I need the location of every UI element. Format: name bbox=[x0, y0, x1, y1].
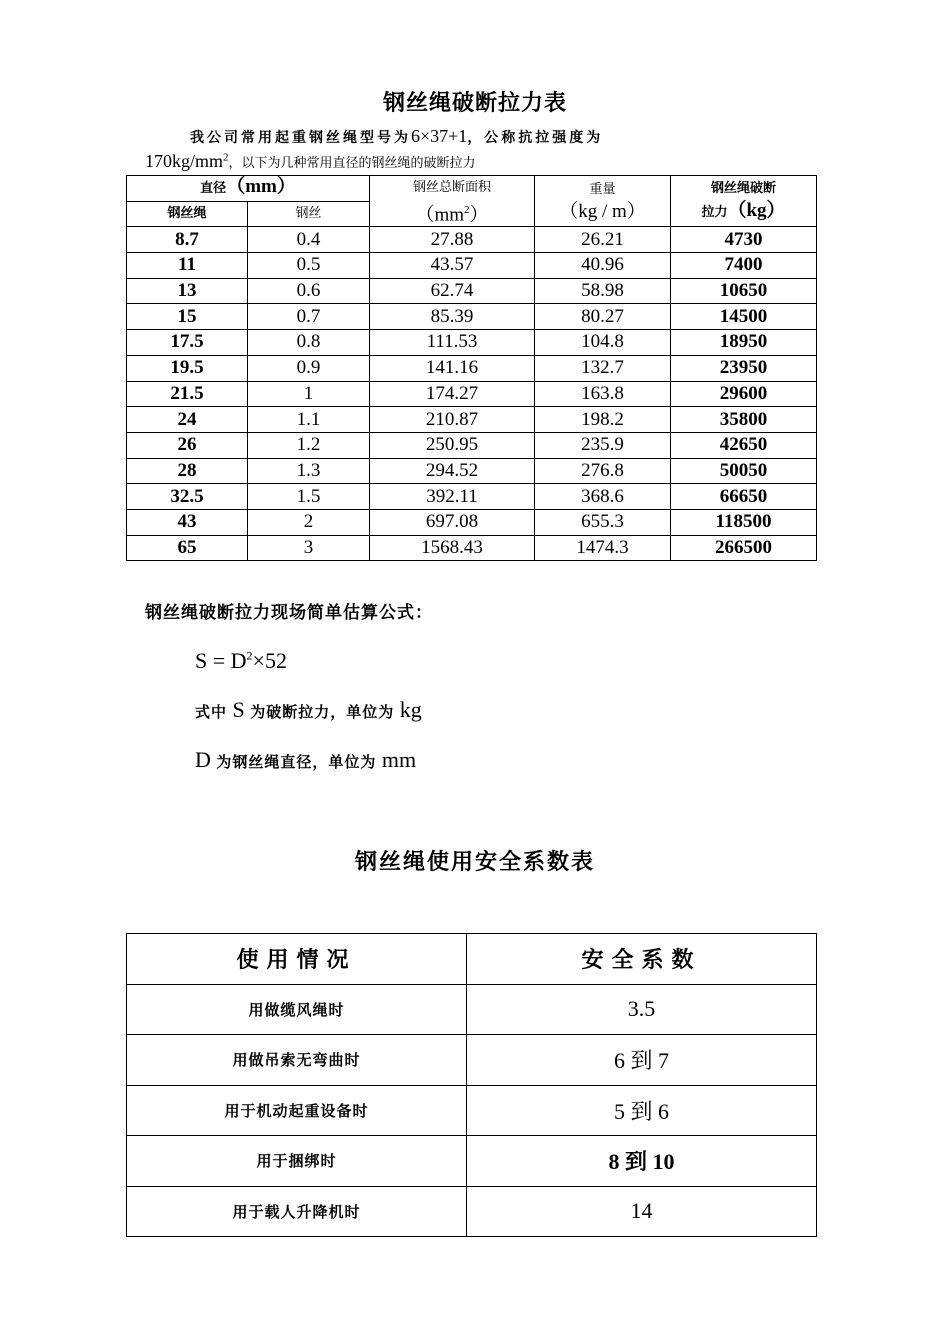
intro-line-1 bbox=[190, 126, 830, 147]
factor-cell: 3.5 bbox=[467, 984, 817, 1035]
table-row bbox=[127, 381, 817, 407]
usage-cell: 用做缆风绳时 bbox=[127, 984, 467, 1035]
weight-cell: 132.7 bbox=[535, 355, 671, 381]
wire-diameter-cell: 0.9 bbox=[248, 355, 370, 381]
intro-text: ，以下为几种常用直径的钢丝绳的破断拉力 bbox=[228, 156, 476, 171]
area-cell: 111.53 bbox=[370, 330, 535, 356]
table-row bbox=[127, 432, 817, 458]
area-cell: 141.16 bbox=[370, 355, 535, 381]
table-row bbox=[127, 253, 817, 279]
weight-cell: 655.3 bbox=[535, 509, 671, 535]
breaking-force-rows bbox=[127, 227, 817, 561]
weight-cell: 368.6 bbox=[535, 484, 671, 510]
header-wire: 钢丝 bbox=[248, 201, 370, 227]
usage-cell: 用于捆绑时 bbox=[127, 1136, 467, 1187]
area-cell: 250.95 bbox=[370, 432, 535, 458]
formula-title: 钢丝绳破断拉力现场简单估算公式： bbox=[145, 603, 433, 623]
table-row bbox=[127, 355, 817, 381]
header-factor: 安全系数 bbox=[467, 934, 817, 985]
area-cell: 85.39 bbox=[370, 304, 535, 330]
table-row bbox=[127, 458, 817, 484]
wire-diameter-cell: 2 bbox=[248, 509, 370, 535]
table-row bbox=[127, 1136, 817, 1187]
table-row bbox=[127, 1186, 817, 1237]
wire-diameter-cell: 1.3 bbox=[248, 458, 370, 484]
rope-diameter-cell: 21.5 bbox=[127, 381, 248, 407]
breaking-force-cell: 23950 bbox=[671, 355, 817, 381]
wire-diameter-cell: 0.7 bbox=[248, 304, 370, 330]
rope-diameter-cell: 19.5 bbox=[127, 355, 248, 381]
table-row bbox=[127, 1085, 817, 1136]
table-row bbox=[127, 227, 817, 253]
area-cell: 62.74 bbox=[370, 278, 535, 304]
weight-cell: 80.27 bbox=[535, 304, 671, 330]
breaking-force-cell: 42650 bbox=[671, 432, 817, 458]
rope-diameter-cell: 8.7 bbox=[127, 227, 248, 253]
rope-diameter-cell: 32.5 bbox=[127, 484, 248, 510]
rope-diameter-cell: 43 bbox=[127, 509, 248, 535]
wire-diameter-cell: 1.2 bbox=[248, 432, 370, 458]
wire-diameter-cell: 1.1 bbox=[248, 407, 370, 433]
area-cell: 392.11 bbox=[370, 484, 535, 510]
breaking-force-cell: 7400 bbox=[671, 253, 817, 279]
rope-diameter-cell: 65 bbox=[127, 535, 248, 561]
tensile-strength: 170kg/mm bbox=[145, 151, 224, 171]
breaking-force-table-title: 钢丝绳破断拉力表 bbox=[382, 91, 567, 116]
usage-cell: 用于载人升降机时 bbox=[127, 1186, 467, 1237]
rope-diameter-cell: 17.5 bbox=[127, 330, 248, 356]
factor-cell: 8 到 10 bbox=[467, 1136, 817, 1187]
rope-diameter-cell: 28 bbox=[127, 458, 248, 484]
table-row bbox=[127, 330, 817, 356]
header-diameter: 直径（mm） bbox=[127, 176, 370, 202]
rope-diameter-cell: 13 bbox=[127, 278, 248, 304]
wire-diameter-cell: 0.8 bbox=[248, 330, 370, 356]
formula-equation: $S = D^2\times 52$ bbox=[195, 648, 287, 673]
tensile-strength-sup: 2 bbox=[223, 151, 229, 164]
wire-diameter-cell: 0.6 bbox=[248, 278, 370, 304]
rope-diameter-cell: 26 bbox=[127, 432, 248, 458]
weight-cell: 235.9 bbox=[535, 432, 671, 458]
wire-diameter-cell: 3 bbox=[248, 535, 370, 561]
area-cell: 697.08 bbox=[370, 509, 535, 535]
breaking-force-cell: 266500 bbox=[671, 535, 817, 561]
header-rope: 钢丝绳 bbox=[127, 201, 248, 227]
formula-note-d: D 为钢丝绳直径，单位为 mm bbox=[195, 747, 417, 772]
formula-note-s: 式中 S 为破断拉力，单位为 kg bbox=[195, 697, 422, 722]
area-cell: 43.57 bbox=[370, 253, 535, 279]
weight-cell: 40.96 bbox=[535, 253, 671, 279]
wire-diameter-cell: 0.5 bbox=[248, 253, 370, 279]
safety-factor-table-title: 钢丝绳使用安全系数表 bbox=[354, 850, 595, 875]
area-cell: 294.52 bbox=[370, 458, 535, 484]
table-row bbox=[127, 535, 817, 561]
safety-factor-table bbox=[126, 933, 817, 1237]
table-row bbox=[127, 407, 817, 433]
wire-diameter-cell: 0.4 bbox=[248, 227, 370, 253]
factor-cell: 6 到 7 bbox=[467, 1035, 817, 1086]
header-area: 钢丝总断面积 $(mm^2)$ bbox=[370, 176, 535, 227]
area-cell: 27.88 bbox=[370, 227, 535, 253]
breaking-force-cell: 14500 bbox=[671, 304, 817, 330]
area-cell: 174.27 bbox=[370, 381, 535, 407]
weight-cell: 163.8 bbox=[535, 381, 671, 407]
breaking-force-cell: 118500 bbox=[671, 509, 817, 535]
breaking-force-cell: 4730 bbox=[671, 227, 817, 253]
breaking-force-cell: 50050 bbox=[671, 458, 817, 484]
intro-suffix: ，公称抗拉强度为 bbox=[467, 130, 604, 146]
table-row bbox=[127, 304, 817, 330]
breaking-force-cell: 66650 bbox=[671, 484, 817, 510]
table-row bbox=[127, 278, 817, 304]
factor-cell: 5 到 6 bbox=[467, 1085, 817, 1136]
usage-cell: 用做吊索无弯曲时 bbox=[127, 1035, 467, 1086]
breaking-force-cell: 35800 bbox=[671, 407, 817, 433]
rope-diameter-cell: 15 bbox=[127, 304, 248, 330]
header-usage: 使用情况 bbox=[127, 934, 467, 985]
weight-cell: 198.2 bbox=[535, 407, 671, 433]
area-cell: 1568.43 bbox=[370, 535, 535, 561]
weight-cell: 58.98 bbox=[535, 278, 671, 304]
table-row bbox=[127, 484, 817, 510]
table-row bbox=[127, 984, 817, 1035]
rope-diameter-cell: 11 bbox=[127, 253, 248, 279]
intro-prefix: 我公司常用起重钢丝绳型号为 bbox=[190, 130, 411, 146]
intro-line-2 bbox=[145, 151, 476, 172]
breaking-force-cell: 10650 bbox=[671, 278, 817, 304]
rope-model: 6×37+1 bbox=[411, 126, 468, 146]
wire-diameter-cell: 1 bbox=[248, 381, 370, 407]
safety-factor-rows bbox=[127, 984, 817, 1237]
weight-cell: 276.8 bbox=[535, 458, 671, 484]
table-row bbox=[127, 1035, 817, 1086]
factor-cell: 14 bbox=[467, 1186, 817, 1237]
breaking-force-cell: 18950 bbox=[671, 330, 817, 356]
weight-cell: 104.8 bbox=[535, 330, 671, 356]
rope-diameter-cell: 24 bbox=[127, 407, 248, 433]
header-breaking-force: 钢丝绳破断 拉力（kg） bbox=[671, 176, 817, 227]
header-weight: 重量 （kg / m） bbox=[535, 176, 671, 227]
wire-diameter-cell: 1.5 bbox=[248, 484, 370, 510]
area-cell: 210.87 bbox=[370, 407, 535, 433]
weight-cell: 1474.3 bbox=[535, 535, 671, 561]
usage-cell: 用于机动起重设备时 bbox=[127, 1085, 467, 1136]
table-row bbox=[127, 509, 817, 535]
weight-cell: 26.21 bbox=[535, 227, 671, 253]
breaking-force-table bbox=[126, 175, 817, 561]
breaking-force-cell: 29600 bbox=[671, 381, 817, 407]
